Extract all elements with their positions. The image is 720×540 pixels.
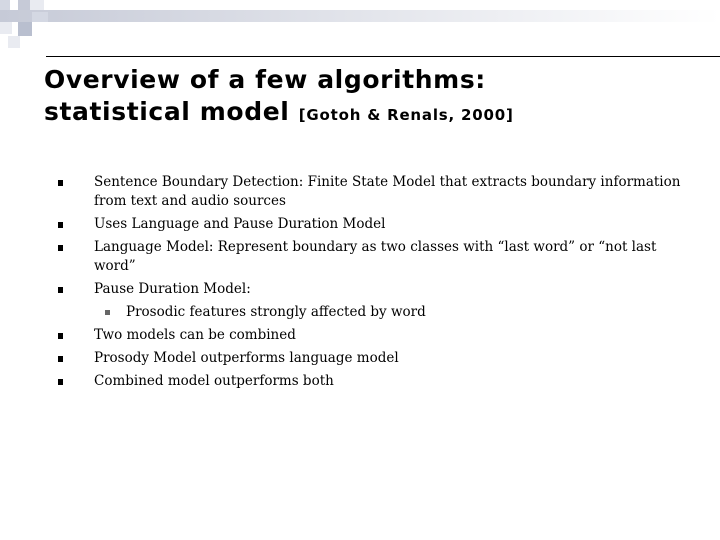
- bullet-text: Sentence Boundary Detection: Finite State Model that extracts boundary information from text and audio sources: [94, 174, 681, 209]
- square-bullet-icon: [58, 379, 63, 385]
- square-bullet-icon: [58, 333, 63, 339]
- deco-square: [18, 22, 32, 36]
- bullet-item: [0, 173, 684, 211]
- bullet-list: [0, 173, 720, 395]
- deco-square: [0, 22, 12, 34]
- bullet-text: Prosody Model outperforms language model: [94, 350, 399, 366]
- bullet-item: [0, 326, 684, 345]
- bullet-text: Uses Language and Pause Duration Model: [94, 216, 386, 232]
- square-bullet-icon: [58, 180, 63, 186]
- title-line-2: statistical model: [44, 97, 290, 126]
- bullet-text: Language Model: Represent boundary as two classes with “last word” or “not last word”: [94, 239, 657, 274]
- square-bullet-icon: [58, 287, 63, 293]
- deco-square: [30, 0, 44, 10]
- bullet-item: [0, 349, 684, 368]
- slide-title: [44, 64, 704, 131]
- bullet-item: [0, 372, 684, 391]
- bullet-item: [0, 280, 684, 299]
- square-bullet-icon: [58, 356, 63, 362]
- header-decoration: [0, 0, 720, 50]
- bullet-text: Prosodic features strongly affected by word: [126, 304, 426, 320]
- bullet-item: [0, 238, 684, 276]
- title-line-1: Overview of a few algorithms:: [44, 65, 486, 94]
- deco-square: [18, 0, 30, 10]
- deco-square: [0, 0, 10, 10]
- header-gradient-band: [0, 10, 720, 22]
- title-rule: [46, 56, 720, 57]
- bullet-text: Combined model outperforms both: [94, 373, 334, 389]
- bullet-text: Pause Duration Model:: [94, 281, 251, 297]
- bullet-item: [0, 215, 684, 234]
- sub-bullet-item: [0, 303, 684, 322]
- square-bullet-icon: [58, 222, 63, 228]
- deco-square: [8, 36, 20, 48]
- title-citation: [Gotoh & Renals, 2000]: [298, 106, 514, 124]
- square-bullet-icon: [105, 310, 110, 315]
- square-bullet-icon: [58, 245, 63, 251]
- bullet-text: Two models can be combined: [94, 327, 296, 343]
- deco-square: [32, 12, 48, 22]
